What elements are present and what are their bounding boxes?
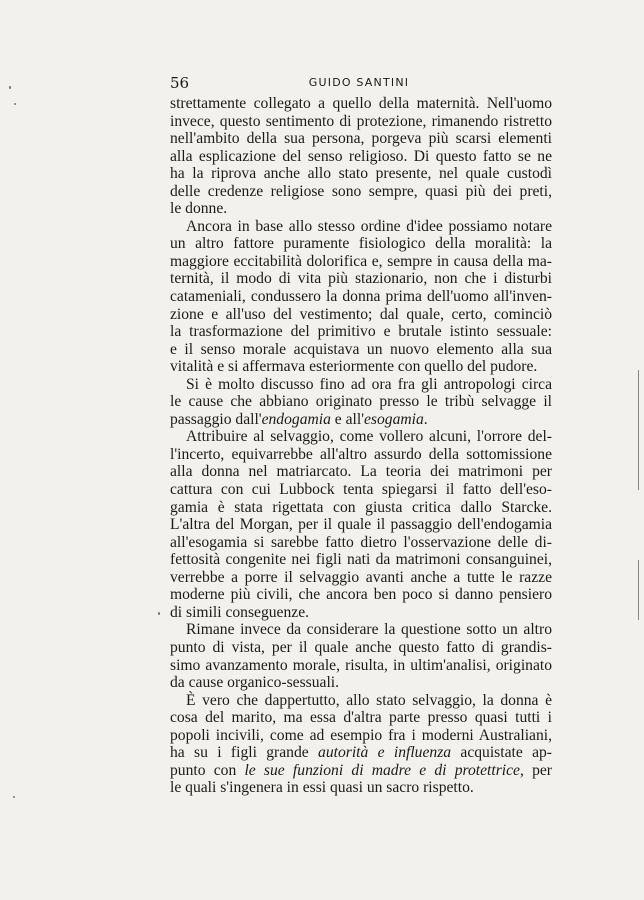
text-line: cosa del marito, ma essa d'altra parte presso quasi tutti i <box>170 709 552 727</box>
text-line: le donne. <box>170 200 228 218</box>
text-line: le quali s'ingenera in essi quasi un sacro rispetto. <box>170 779 474 797</box>
text-run: ha su i figli grande <box>170 744 319 762</box>
text-line: moderne più civili, che ancora ben poco si danno pensiero <box>170 586 552 604</box>
text-line: delle credenze religiose sono sempre, quasi più dei preti, <box>170 182 552 200</box>
page-number: 56 <box>170 74 190 92</box>
text-run: punto con <box>170 761 245 779</box>
text-line: ha la riprova anche allo stato presente, nel quale custodì <box>170 165 552 183</box>
text-line: alla donna nel matriarcato. La teoria dei matrimoni per <box>170 463 552 481</box>
text-line <box>170 762 552 780</box>
text-line: ternità, il modo di vita più stazionario, non che i disturbi <box>170 270 552 288</box>
italic-term: autorità e influenza <box>318 744 452 762</box>
text-line: Si è molto discusso fino ad ora fra gli antropologi circa <box>186 375 552 393</box>
text-line: da cause organico-sessuali. <box>170 674 340 692</box>
scan-speck <box>13 796 15 798</box>
text-line: fettosità congenite nei figli nati da matrimoni consanguinei, <box>170 551 552 569</box>
text-line: vitalità e si affermava esteriormente con quello del pudore. <box>170 358 538 376</box>
scan-speck <box>158 612 160 615</box>
text-line: catameniali, condussero la donna prima dell'uomo all'inven- <box>170 288 552 306</box>
text-line: verrebbe a porre il selvaggio avanti anche a tutte le razze <box>170 568 552 586</box>
text-line: L'altra del Morgan, per il quale il passaggio dell'endogamia <box>170 516 552 534</box>
text-line: di simili conseguenze. <box>170 603 310 621</box>
text-line: invece, questo sentimento di protezione, rimanendo ristretto <box>170 112 552 130</box>
text-line: Attribuire al selvaggio, come vollero alcuni, l'orrore del- <box>186 428 552 446</box>
text-run: . <box>423 410 428 428</box>
text-line: zione e all'uso del vestimento; dal quale, certo, cominciò <box>170 305 552 323</box>
italic-term: le sue funzioni di madre e di protettrice <box>244 761 520 779</box>
page-header <box>170 74 548 96</box>
italic-term: esogamia <box>364 410 424 428</box>
scan-edge-mark <box>638 560 639 620</box>
text-run: e all' <box>330 410 365 428</box>
text-line: e il senso morale acquistava un nuovo elemento alla sua <box>170 340 552 358</box>
text-line: l'incerto, equivarrebbe all'altro assurdo della sottomissione <box>170 445 552 463</box>
text-line: nell'ambito della sua persona, porgeva più scarsi elementi <box>170 130 552 148</box>
text-line: punto di vista, per il quale anche questo fatto di grandis- <box>170 638 552 656</box>
text-line: alla esplicazione del senso religioso. Di questo fatto se ne <box>170 147 552 165</box>
scan-edge-mark <box>638 370 639 490</box>
text-line: un altro fattore puramente fisiologico della moralità: la <box>170 235 552 253</box>
text-line: le cause che abbiano originato presso le tribù selvagge il <box>170 393 552 411</box>
italic-term: endogamia <box>261 410 331 428</box>
text-run: , per <box>519 761 552 779</box>
text-line: la trasformazione del primitivo e brutale istinto sessuale: <box>170 323 552 341</box>
text-run: passaggio dall' <box>170 410 262 428</box>
text-line: Ancora in base allo stesso ordine d'idee possiamo notare <box>186 217 552 235</box>
text-line: cattura con cui Lubbock tenta spiegarsi il fatto dell'eso- <box>170 481 552 499</box>
text-line: Rimane invece da considerare la questione sotto un altro <box>186 621 552 639</box>
text-line: È vero che dappertutto, allo stato selvaggio, la donna è <box>186 691 552 709</box>
text-run: acquistate ap- <box>451 744 552 762</box>
text-line: maggiore eccitabilità dolorifica e, sempre in causa della ma- <box>170 252 552 270</box>
text-line: strettamente collegato a quello della maternità. Nell'uomo <box>170 95 552 112</box>
text-line: gamia è stata rigettata con giusta critica dallo Starcke. <box>170 498 552 516</box>
text-line: popoli incivili, come ad esempio fra i moderni Australiani, <box>170 726 552 744</box>
body-text <box>170 95 552 797</box>
scan-speck <box>9 86 11 89</box>
text-line: simo avanzamento morale, risulta, in ultim'analisi, originato <box>170 656 552 674</box>
text-line <box>170 411 552 429</box>
text-line <box>170 744 552 762</box>
scan-speck <box>14 103 16 105</box>
running-head: GUIDO SANTINI <box>308 76 410 89</box>
text-line: all'esogamia si sarebbe fatto dietro l'osservazione delle di- <box>170 533 552 551</box>
